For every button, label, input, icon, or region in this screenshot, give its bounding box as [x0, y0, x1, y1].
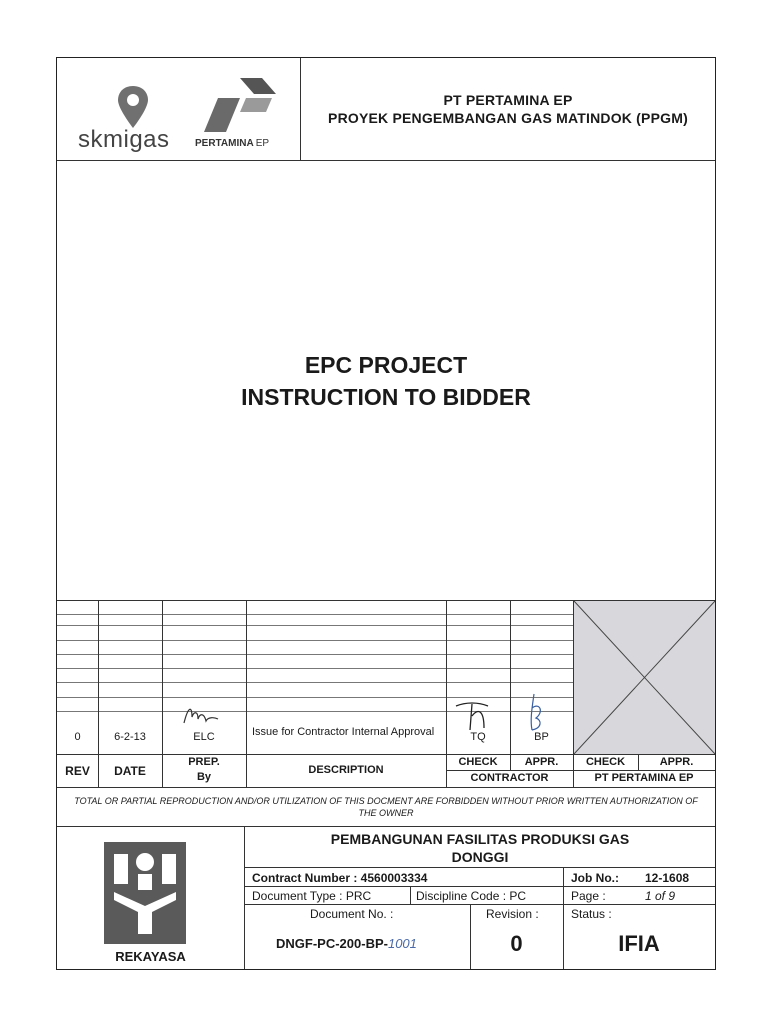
header-owner-appr: APPR. [659, 756, 694, 768]
pertamina-logo-text: PERTAMINA EP [195, 138, 270, 149]
footer-project-line1: PEMBANGUNAN FASILITAS PRODUKSI GAS [330, 831, 630, 847]
header-prep-by: By [196, 771, 212, 783]
document-type: Document Type : PRC [252, 889, 372, 903]
status-label: Status : [571, 907, 612, 921]
col-divider [98, 600, 99, 787]
col-divider [246, 600, 247, 787]
rev-value: 0 [74, 731, 81, 743]
prep-signature [180, 703, 220, 734]
description-value: Issue for Contractor Internal Approval [252, 726, 435, 738]
notice-bottom-line [57, 826, 715, 827]
skmigas-logo-text: skmigas [78, 126, 170, 153]
revision-header-top [57, 754, 715, 755]
prep-value: ELC [193, 731, 215, 743]
revision-row-line [57, 654, 573, 655]
job-no-value: 12-1608 [645, 871, 690, 885]
header-rev: REV [65, 764, 90, 778]
discipline-code: Discipline Code : PC [416, 889, 527, 903]
document-title-line2: INSTRUCTION TO BIDDER [241, 384, 531, 410]
page-label: Page : [571, 889, 606, 903]
date-value: 6-2-13 [114, 731, 146, 743]
revision-row-line [57, 668, 573, 669]
appr-value: BP [534, 731, 549, 743]
owner-approval-crossed-box [574, 601, 715, 754]
footer-line [245, 886, 715, 887]
header-divider [57, 160, 715, 161]
footer-line [245, 867, 715, 868]
pertamina-logo-icon [196, 76, 278, 141]
revision-row-line [57, 640, 573, 641]
rekayasa-label: REKAYASA [115, 949, 186, 964]
revision-label: Revision : [486, 907, 539, 921]
header-description: DESCRIPTION [308, 764, 384, 776]
revision-row-line [57, 682, 573, 683]
header-appr: APPR. [524, 756, 559, 768]
revision-row-line [57, 625, 573, 626]
status-value: IFIA [618, 931, 660, 956]
footer-project-line2: DONGGI [451, 849, 509, 865]
revision-row-line [57, 711, 573, 712]
header-owner: PT PERTAMINA EP [594, 772, 694, 784]
company-name: PT PERTAMINA EP [443, 92, 573, 108]
approval-split-line [446, 770, 715, 771]
footer-logo-divider [244, 826, 245, 969]
document-no-label: Document No. : [310, 907, 394, 921]
check-signature [454, 696, 494, 737]
contract-number: Contract Number : 4560003334 [252, 871, 428, 885]
project-name: PROYEK PENGEMBANGAN GAS MATINDOK (PPGM) [328, 110, 688, 126]
rekayasa-logo-icon [104, 842, 186, 944]
header-contractor: CONTRACTOR [470, 772, 549, 784]
header-prep: PREP. [188, 756, 220, 768]
job-no-label: Job No.: [571, 871, 619, 885]
footer-col-divider [410, 886, 411, 904]
check-value: TQ [470, 731, 486, 743]
header-vertical-divider [300, 58, 301, 160]
header-check: CHECK [458, 756, 498, 768]
revision-row-line [57, 614, 573, 615]
footer-line [245, 904, 715, 905]
col-divider [510, 600, 511, 770]
document-number: DNGF-PC-200-BP-1001 [276, 936, 417, 951]
page-value: 1 of 9 [645, 889, 676, 903]
revision-value: 0 [510, 931, 523, 956]
header-date: DATE [114, 764, 146, 778]
header-owner-check: CHECK [585, 756, 626, 768]
reproduction-notice: TOTAL OR PARTIAL REPRODUCTION AND/OR UTILIZATION OF THIS DOCMENT ARE FORBIDDEN WITHOUT PRIOR WRITTEN AUTHORIZATION OF THE OWNER [74, 796, 698, 818]
revision-table-bottom [57, 787, 715, 788]
document-title-line1: EPC PROJECT [304, 352, 468, 378]
revision-row-line [57, 697, 573, 698]
appr-signature [522, 690, 552, 739]
